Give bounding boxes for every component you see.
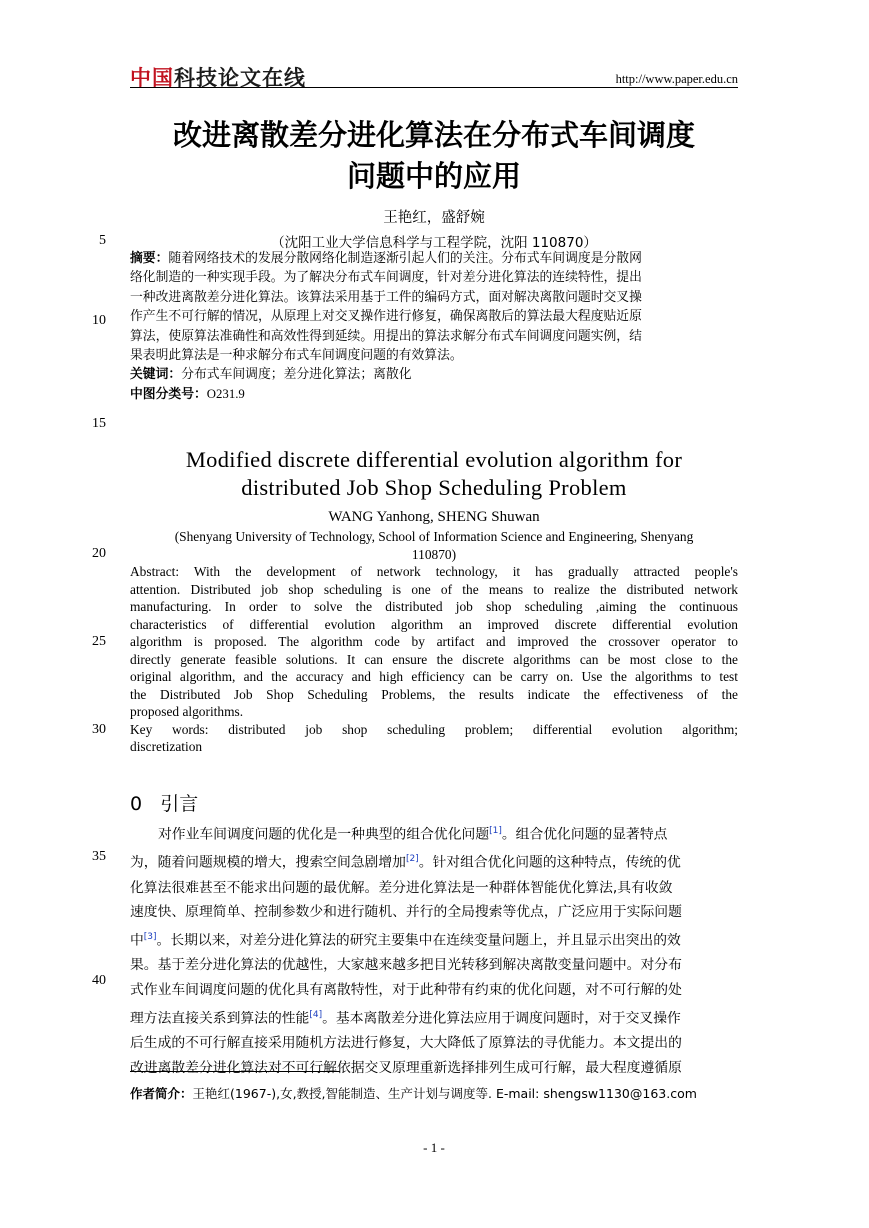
authors-en: WANG Yanhong, SHENG Shuwan <box>328 509 540 525</box>
abstract-en-line: the Distributed Job Shop Scheduling Problems, the results indicate the effectiveness of the <box>130 686 738 702</box>
abstract-cn-line: 随着网络技术的发展分散网络化制造逐渐引起人们的关注。分布式车间调度是分散网 <box>168 251 642 266</box>
abstract-cn-label: 摘要： <box>130 251 169 266</box>
abstract-en-line: attention. Distributed job shop scheduling is one of the means to realize the distributed network <box>130 581 738 597</box>
abstract-en-line: characteristics of differential evolution algorithm an improved discrete differential evolution <box>130 616 738 632</box>
line-number: 10 <box>92 313 106 328</box>
abstract-en-line: proposed algorithms. <box>130 704 244 719</box>
body-text-span: 对作业车间调度问题的优化是一种典型的组合优化问题 <box>158 826 490 843</box>
citation-ref[interactable]: [3] <box>143 932 157 942</box>
affiliation-en <box>130 528 738 563</box>
keywords-cn: 分布式车间调度；差分进化算法；离散化 <box>181 367 412 383</box>
section-number: 0 <box>130 793 143 815</box>
keywords-en-line: discretization <box>130 739 203 754</box>
line-number: 15 <box>92 416 106 431</box>
body-text-span: 。组合优化问题的显著特点 <box>501 826 668 843</box>
authors-cn: 王艳红，盛舒婉 <box>383 210 485 226</box>
abstract-en-line: Abstract: With the development of network technology, it has gradually attracted people's <box>130 564 738 579</box>
body-line: 速度快、原理简单、控制参数少和进行随机、并行的全局搜索等优点，广泛应用于实际问题 <box>130 904 682 921</box>
citation-ref[interactable]: [2] <box>405 854 419 865</box>
abstract-cn-line: 果表明此算法是一种求解分布式车间调度问题的有效算法。 <box>130 348 463 364</box>
citation-ref[interactable]: [1] <box>489 826 502 836</box>
body-text-span: 。长期以来，对差分进化算法的研究主要集中在连续变量问题上，并且显示出突出的效 <box>156 932 681 949</box>
body-line: 果。基于差分进化算法的优越性，大家越来越多把目光转移到解决离散变量问题中。对分布 <box>130 957 682 974</box>
line-number: 20 <box>92 546 106 561</box>
body-line: 式作业车间调度问题的优化具有离散特性，对于此种带有约束的优化问题，对不可行解的处 <box>130 982 682 998</box>
body-text-span: 中 <box>130 932 144 949</box>
affiliation-en-line1: (Shenyang University of Technology, School of Information Science and Engineering, Shenyang <box>174 529 694 544</box>
clc-label: 中图分类号： <box>130 386 207 402</box>
line-number: 5 <box>99 233 106 248</box>
section-heading <box>130 789 198 816</box>
paper-title-cn <box>130 115 738 197</box>
abstract-en-line: directly generate feasible solutions. It can ensure the discrete algorithms can be most close to the <box>130 651 738 667</box>
body-text-span: 为，随着问题规模的增大，搜索空间急剧增加 <box>130 854 406 871</box>
clc-value: O231.9 <box>206 386 245 401</box>
abstract-en-line: manufacturing. In order to solve the distributed job shop scheduling ,aiming the continuous <box>130 599 738 614</box>
abstract-cn-line: 络化制造的一种实现手段。为了解决分布式车间调度，针对差分进化算法的连续特性，提出 <box>130 270 642 286</box>
header-rule <box>130 87 738 88</box>
title-cn-line1: 改进离散差分进化算法在分布式车间调度 <box>172 118 695 152</box>
footnote-text: 王艳红(1967-),女,教授,智能制造、生产计划与调度等. E-mail: shengsw1130@163.com <box>192 1086 697 1101</box>
paper-title-en <box>130 446 738 501</box>
body-line: 化算法很难甚至不能求出问题的最优解。差分进化算法是一种群体智能优化算法,具有收敛 <box>130 879 673 896</box>
abstract-cn-line: 算法，使原算法准确性和高效性得到延续。用提出的算法求解分布式车间调度问题实例，结 <box>130 328 642 344</box>
line-number: 35 <box>92 849 106 864</box>
header-url[interactable]: http://www.paper.edu.cn <box>615 72 738 86</box>
footnote-rule <box>130 1071 340 1072</box>
page-number: - 1 - <box>423 1140 445 1155</box>
keywords-en-line: Key words: distributed job shop scheduling problem; differential evolution algorithm; <box>130 721 738 737</box>
author-footnote <box>130 1084 697 1102</box>
abstract-en-line: original algorithm, and the accuracy and high efficiency can be carry on. Use the algorithms to test <box>130 669 738 684</box>
title-en-line2: distributed Job Shop Scheduling Problem <box>241 474 627 500</box>
keywords-cn-label: 关键词： <box>130 367 182 383</box>
footnote-label: 作者简介： <box>130 1086 193 1101</box>
line-number: 25 <box>92 634 106 649</box>
logo-red-text: 中国 <box>130 66 174 90</box>
line-number: 30 <box>92 722 106 737</box>
citation-ref[interactable]: [4] <box>309 1009 323 1020</box>
section-title: 引言 <box>160 793 199 815</box>
logo-dark-text: 科技论文在线 <box>174 66 306 90</box>
affiliation-cn: （沈阳工业大学信息科学与工程学院，沈阳 110870） <box>271 235 597 251</box>
abstract-cn-line: 作产生不可行解的情况，从原理上对交叉操作进行修复，确保离散后的算法最大程度贴近原 <box>130 309 642 325</box>
abstract-cn-line: 一种改进离散差分进化算法。该算法采用基于工件的编码方式，面对解决离散问题时交叉操 <box>130 289 642 305</box>
body-text-span: 。针对组合优化问题的这种特点，传统的优 <box>418 854 681 871</box>
abstract-en <box>130 563 738 756</box>
line-number: 40 <box>92 973 106 988</box>
body-text-span: 理方法直接关系到算法的性能 <box>130 1010 310 1027</box>
body-text <box>130 819 738 1080</box>
title-en-line1: Modified discrete differential evolution algorithm for <box>185 447 683 472</box>
title-cn-line2: 问题中的应用 <box>346 159 521 193</box>
body-text-span: 。基本离散差分进化算法应用于调度问题时，对于交叉操作 <box>322 1010 681 1027</box>
body-line: 改进离散差分进化算法对不可行解依据交叉原理重新选择排列生成可行解，最大程度遵循原 <box>130 1059 682 1076</box>
abstract-en-line: algorithm is proposed. The algorithm code by artifact and improved the crossover operator to <box>130 634 738 649</box>
abstract-cn <box>130 249 738 404</box>
body-line: 后生成的不可行解直接采用随机方法进行修复，大大降低了原算法的寻优能力。本文提出的 <box>130 1035 682 1051</box>
affiliation-en-line2: 110870) <box>411 546 457 562</box>
